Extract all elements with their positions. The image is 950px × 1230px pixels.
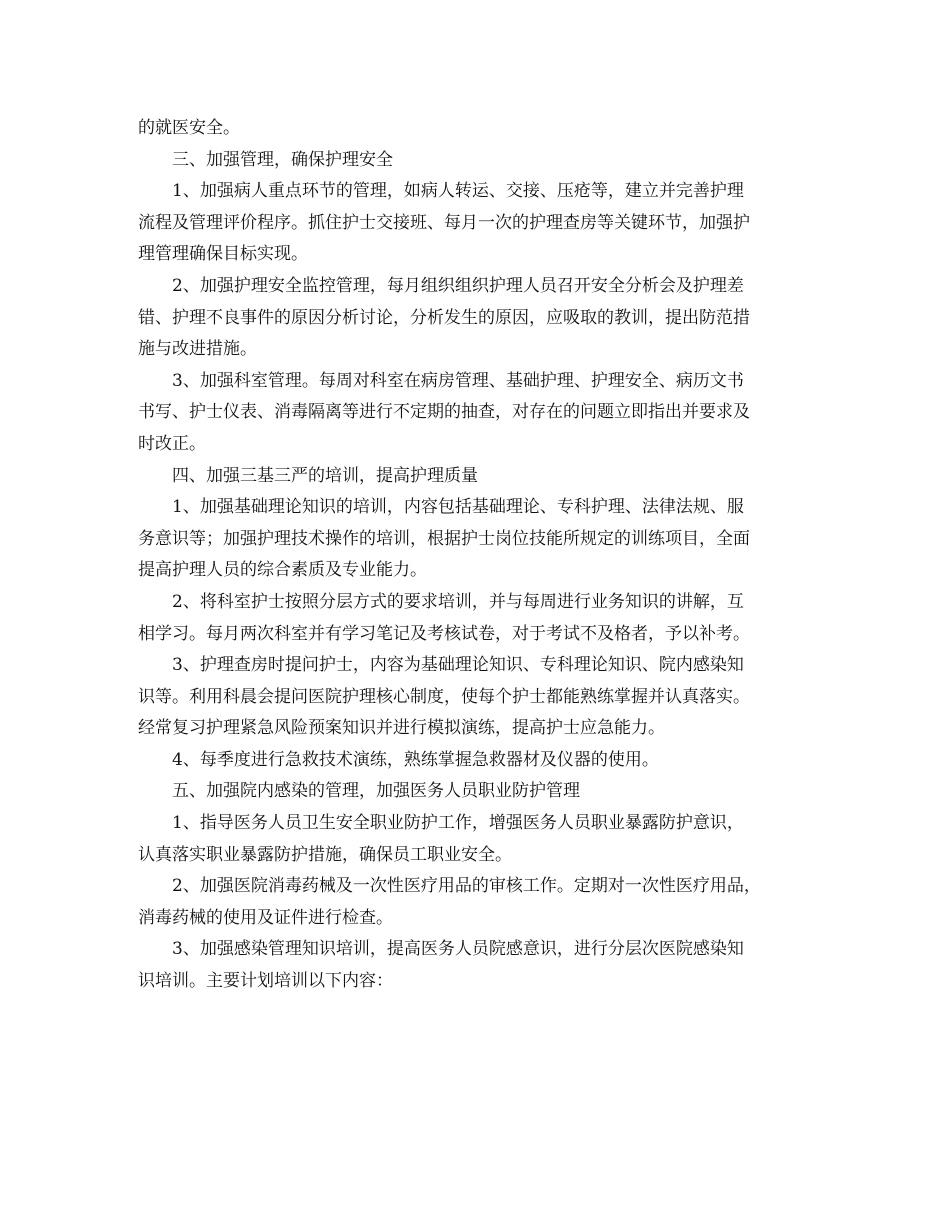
paragraph-line: 的就医安全。 — [138, 118, 240, 138]
paragraph-line: 五、加强院内感染的管理，加强医务人员职业防护管理 — [172, 781, 580, 802]
document-page — [138, 113, 828, 998]
paragraph-line: 经常复习护理紧急风险预案知识并进行模拟演练，提高护士应急能力。 — [138, 718, 665, 739]
paragraph-line: 务意识等；加强护理技术操作的培训，根据护士岗位技能所规定的训练项目，全面 — [138, 528, 750, 549]
paragraph-line: 流程及管理评价程序。抓住护士交接班、每月一次的护理查房等关键环节，加强护 — [138, 212, 750, 233]
paragraph-line: 消毒药械的使用及证件进行检查。 — [138, 907, 393, 928]
paragraph-line: 三、加强管理，确保护理安全 — [172, 149, 393, 170]
paragraph-line: 4、每季度进行急救技术演练，熟练掌握急救器材及仪器的使用。 — [172, 749, 659, 770]
paragraph-line: 2、加强医院消毒药械及一次性医疗用品的审核工作。定期对一次性医疗用品， — [172, 876, 761, 897]
paragraph-line: 施与改进措施。 — [138, 339, 257, 360]
paragraph-line: 3、加强科室管理。每周对科室在病房管理、基础护理、护理安全、病历文书 — [172, 370, 744, 391]
paragraph-line: 认真落实职业暴露防护措施，确保员工职业安全。 — [138, 844, 512, 865]
paragraph-line: 识培训。主要计划培训以下内容： — [138, 971, 393, 992]
paragraph-line: 1、加强病人重点环节的管理，如病人转运、交接、压疮等，建立并完善护理 — [172, 181, 744, 202]
paragraph-line: 相学习。每月两次科室并有学习笔记及考核试卷，对于考试不及格者，予以补考。 — [138, 623, 750, 644]
paragraph-line: 1、加强基础理论知识的培训，内容包括基础理论、专科护理、法律法规、服 — [172, 497, 744, 518]
paragraph-line: 提高护理人员的综合素质及专业能力。 — [138, 560, 427, 581]
paragraph-line: 错、护理不良事件的原因分析讨论，分析发生的原因，应吸取的教训，提出防范措 — [138, 307, 750, 328]
paragraph-line: 1、指导医务人员卫生安全职业防护工作，增强医务人员职业暴露防护意识， — [172, 813, 744, 834]
paragraph-line: 书写、护士仪表、消毒隔离等进行不定期的抽查，对存在的问题立即指出并要求及 — [138, 402, 750, 423]
paragraph-line: 时改正。 — [138, 433, 206, 454]
paragraph-line: 四、加强三基三严的培训，提高护理质量 — [172, 465, 478, 486]
paragraph-line: 3、加强感染管理知识培训，提高医务人员院感意识，进行分层次医院感染知 — [172, 939, 744, 960]
paragraph-line: 识等。利用科晨会提问医院护理核心制度，使每个护士都能熟练掌握并认真落实。 — [138, 686, 750, 707]
paragraph-line: 3、护理查房时提问护士，内容为基础理论知识、专科理论知识、院内感染知 — [172, 655, 744, 676]
paragraph-line: 2、将科室护士按照分层方式的要求培训，并与每周进行业务知识的讲解，互 — [172, 591, 744, 612]
paragraph-line: 2、加强护理安全监控管理，每月组织组织护理人员召开安全分析会及护理差 — [172, 275, 744, 296]
paragraph-line: 理管理确保目标实现。 — [138, 244, 308, 265]
